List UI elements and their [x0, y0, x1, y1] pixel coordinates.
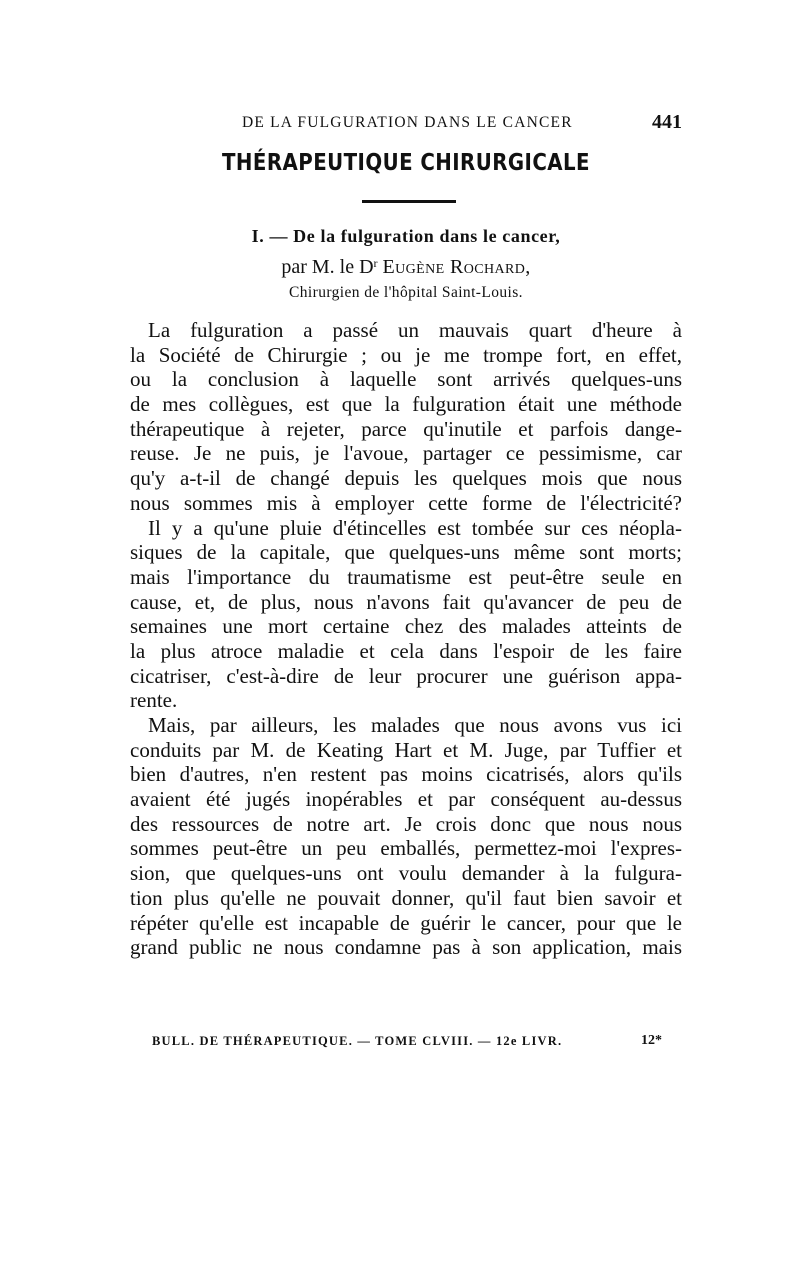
text-line: sion, que quelques-uns ont voulu demander à la fulgura-	[130, 861, 682, 886]
section-title: THÉRAPEUTIQUE CHIRURGICALE	[222, 150, 590, 176]
text-line: Mais, par ailleurs, les malades que nous avons vus ici	[148, 713, 682, 737]
text-line: cause, et, de plus, nous n'avons fait qu'avancer de peu de	[130, 589, 682, 614]
author-prefix: par M. le D	[281, 256, 374, 278]
text-line: avaient été jugés inopérables et par conséquent au-dessus	[130, 787, 682, 812]
page-footer	[152, 1034, 662, 1054]
text-line: mais l'importance du traumatisme est peut-être seule en	[130, 564, 682, 589]
running-head	[130, 111, 682, 138]
footer-text: BULL. DE THÉRAPEUTIQUE. — TOME CLVIII. — 12e LIVR.	[152, 1034, 563, 1048]
text-line: nous sommes mis à employer cette forme de l'électricité?	[130, 490, 682, 515]
text-line: Il y a qu'une pluie d'étincelles est tombée sur ces néopla-	[148, 515, 682, 540]
text-line: cicatriser, c'est-à-dire de leur procurer une guérison appa-	[130, 663, 682, 688]
text-line: reuse. Je ne puis, je l'avoue, partager ce pessimisme, car	[130, 441, 682, 466]
text-line: grand public ne nous condamne pas à son application, mais	[130, 935, 682, 960]
author-title-superscript: r	[373, 256, 378, 270]
text-line: La fulguration a passé un mauvais quart d'heure à	[148, 318, 682, 342]
body-text	[130, 318, 682, 960]
running-title: DE LA FULGURATION DANS LE CANCER	[242, 114, 573, 131]
text-line: conduits par M. de Keating Hart et M. Juge, par Tuffier et	[130, 737, 682, 762]
signature-mark: 12*	[641, 1033, 662, 1048]
page-number: 441	[652, 111, 682, 133]
text-line: sommes peut-être un peu emballés, permettez-moi l'expres-	[130, 836, 682, 861]
text-line: ou la conclusion à laquelle sont arrivés quelques-uns	[130, 367, 682, 392]
text-line: de mes collègues, est que la fulguration était une méthode	[130, 392, 682, 417]
author-name: Eugène Rochard,	[382, 256, 531, 278]
text-line: qu'y a-t-il de changé depuis les quelques mois que nous	[130, 466, 682, 491]
text-line: thérapeutique à rejeter, parce qu'inutile et parfois dange-	[130, 416, 682, 441]
text-line: rente.	[130, 688, 178, 713]
text-line: répéter qu'elle est incapable de guérir le cancer, pour que le	[130, 910, 682, 935]
text-line: siques de la capitale, que quelques-uns même sont morts;	[130, 540, 682, 565]
text-line: la Société de Chirurgie ; ou je me trompe fort, en effet,	[130, 342, 682, 367]
author-affiliation: Chirurgien de l'hôpital Saint-Louis.	[289, 284, 523, 301]
text-line: bien d'autres, n'en restent pas moins cicatrisés, alors qu'ils	[130, 762, 682, 787]
text-line: semaines une mort certaine chez des malades atteints de	[130, 614, 682, 639]
title-rule	[362, 200, 456, 203]
text-line: tion plus qu'elle ne pouvait donner, qu'il faut bien savoir et	[130, 885, 682, 910]
text-line: des ressources de notre art. Je crois donc que nous nous	[130, 811, 682, 836]
author-line	[130, 256, 682, 279]
text-line: la plus atroce maladie et cela dans l'espoir de les faire	[130, 638, 682, 663]
article-heading: I. — De la fulguration dans le cancer,	[251, 226, 561, 246]
